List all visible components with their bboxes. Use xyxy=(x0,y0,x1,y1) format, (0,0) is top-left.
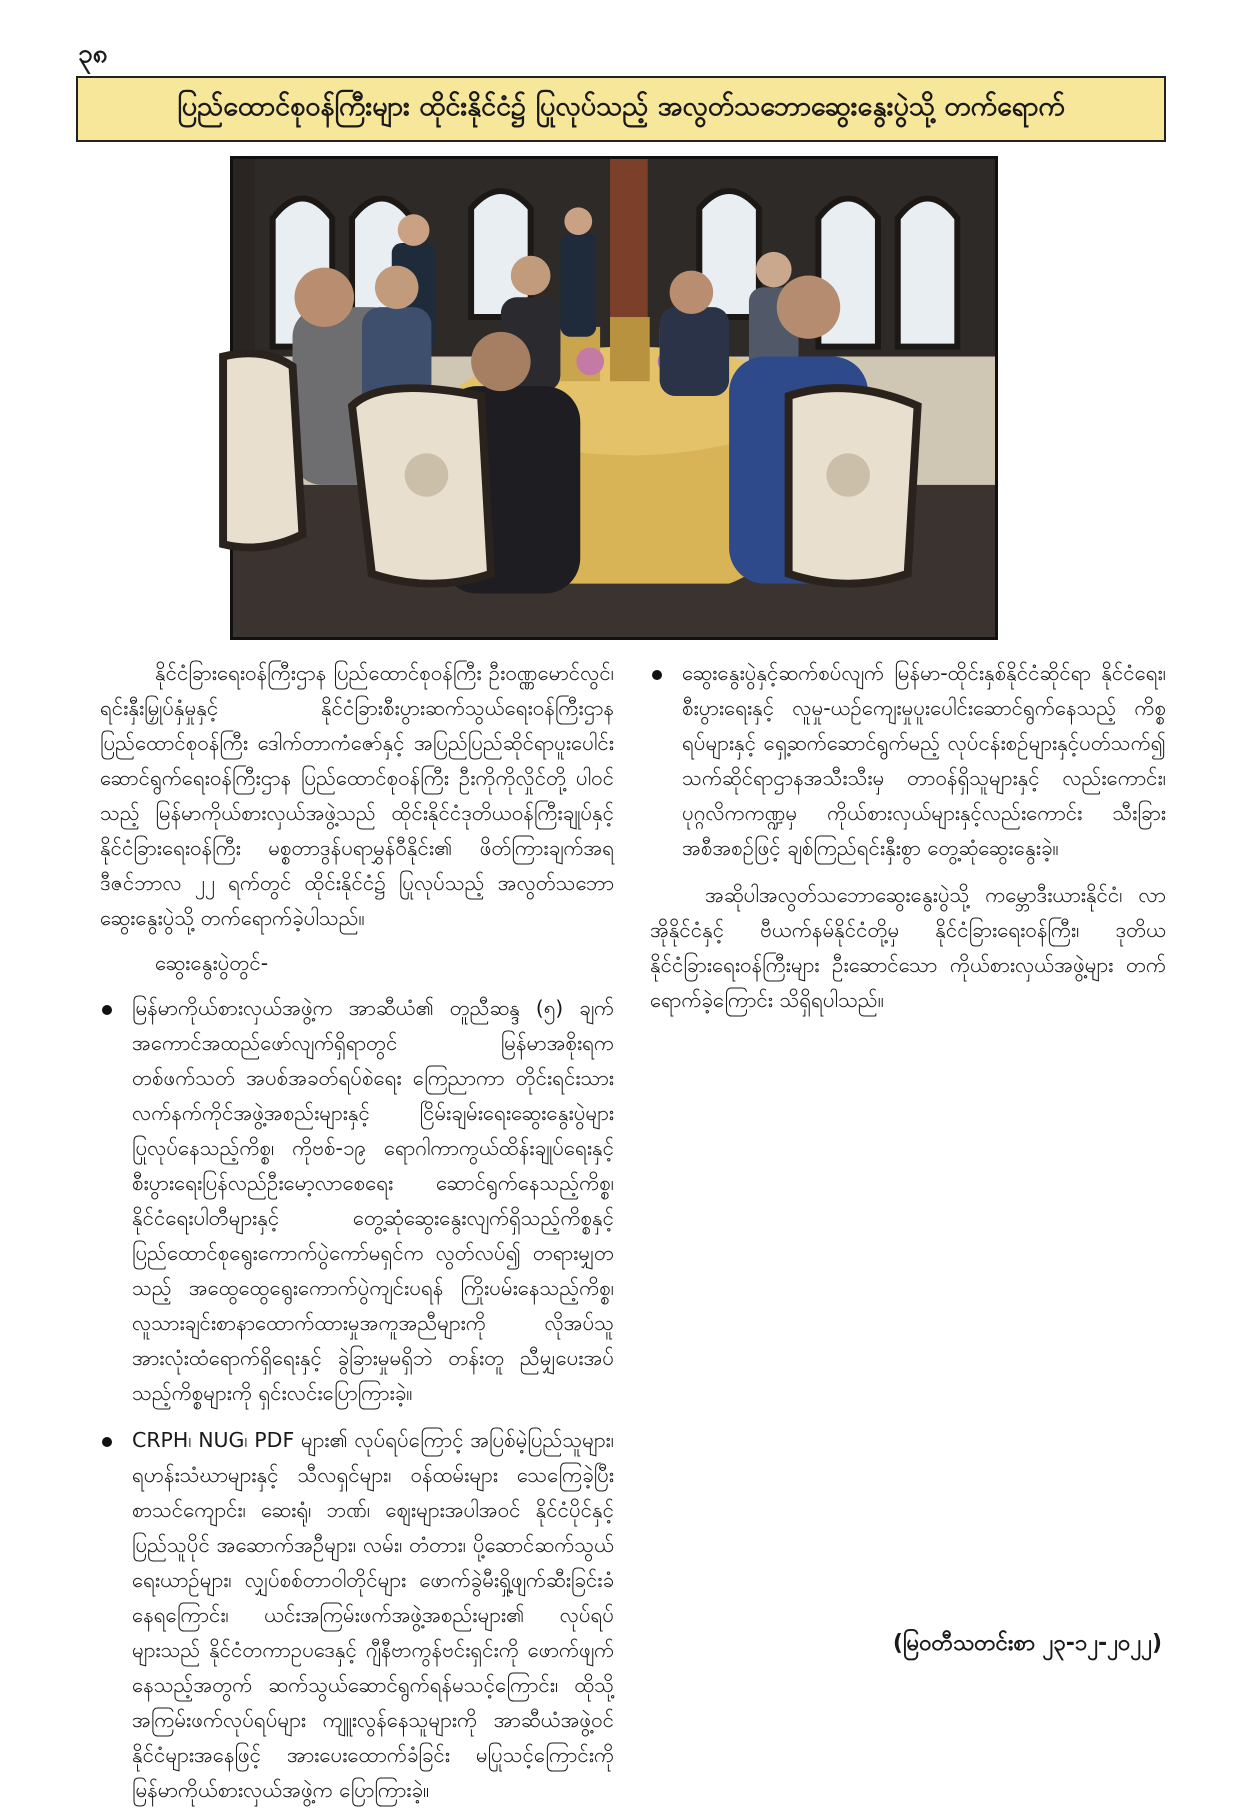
meeting-photo-illustration xyxy=(233,159,995,637)
source-credit: (မြဝတီသတင်းစာ ၂၃-၁၂-၂၀၂၂) xyxy=(892,1631,1162,1656)
article-column-left xyxy=(100,656,614,1802)
article-column-right xyxy=(650,656,1166,1476)
discussion-subhead: ဆွေးနွေးပွဲတွင်- xyxy=(155,951,269,975)
bullet-dot-icon xyxy=(652,670,662,680)
bullet-item-3 xyxy=(650,656,1166,866)
headline: ပြည်ထောင်စုဝန်ကြီးများ ထိုင်းနိုင်ငံ၌ ပြုလုပ်သည့် အလွတ်သဘောဆွေးနွေးပွဲသို့ တက်ရောက် xyxy=(76,76,1166,142)
page-number: ၃၈ xyxy=(78,39,108,69)
bullet-text-1: မြန်မာကိုယ်စားလှယ်အဖွဲ့က အာဆီယံ၏ တူညီဆန္ဒ (၅) ချက် အကောင်အထည်ဖော်လျက်ရှိရာတွင် မြန်မာအစိုးရက တစ်ဖက်သတ် အပစ်အခတ်ရပ်စဲရေး ကြေညာကာ တိုင်းရင်းသားလက်နက်ကိုင်အဖွဲ့အစည်းများနှင့် ငြိမ်းချမ်းရေးဆွေးနွေးပွဲများ ပြုလုပ်နေသည့်ကိစ္စ၊ ကိုဗစ်-၁၉ ရောဂါကာကွယ်ထိန်းချုပ်ရေးနှင့် စီးပွားရေးပြန်လည်ဦးမော့လာစေရေး ဆောင်ရွက်နေသည့်ကိစ္စ၊ နိုင်ငံရေးပါတီများနှင့် တွေ့ဆုံဆွေးနွေးလျက်ရှိသည့်ကိစ္စနှင့် ပြည်ထောင်စုရွေးကောက်ပွဲကော်မရှင်က လွတ်လပ်၍ တရားမျှတသည့် အထွေထွေရွေးကောက်ပွဲကျင်းပရန် ကြိုးပမ်းနေသည့်ကိစ္စ၊ လူသားချင်းစာနာထောက်ထားမှုအကူအညီများကို လိုအပ်သူအားလုံးထံရောက်ရှိရေးနှင့် ခွဲခြားမှုမရှိဘဲ တန်းတူ ညီမျှပေးအပ်သည့်ကိစ္စများကို ရှင်းလင်းပြောကြားခဲ့။ xyxy=(132,996,614,1405)
bullet-dot-icon xyxy=(102,1437,112,1447)
bullet-item-1 xyxy=(100,991,614,1411)
bullet-item-2 xyxy=(100,1423,614,1808)
closing-paragraph: အဆိုပါအလွတ်သဘောဆွေးနွေးပွဲသို့ ကမ္ဘောဒီးယားနိုင်ငံ၊ လာအိုနိုင်ငံနှင့် ဗီယက်နမ်နိုင်ငံတို့မှ နိုင်ငံခြားရေးဝန်ကြီး၊ ဒုတိယနိုင်ငံခြားရေးဝန်ကြီးများ ဦးဆောင်သော ကိုယ်စားလှယ်အဖွဲ့များ တက်ရောက်ခဲ့ကြောင်း သိရှိရပါသည်။ xyxy=(650,883,1166,1012)
intro-paragraph: နိုင်ငံခြားရေးဝန်ကြီးဌာန ပြည်ထောင်စုဝန်ကြီး ဦးဝဏ္ဏမောင်လွင်၊ ရင်းနှီးမြှုပ်နှံမှုနှင့် နိုင်ငံခြားစီးပွားဆက်သွယ်ရေးဝန်ကြီးဌာန ပြည်ထောင်စုဝန်ကြီး ဒေါက်တာကံဇော်နှင့် အပြည်ပြည်ဆိုင်ရာပူးပေါင်းဆောင်ရွက်ရေးဝန်ကြီးဌာန ပြည်ထောင်စုဝန်ကြီး ဦးကိုကိုလှိုင်တို့ ပါဝင်သည့် မြန်မာကိုယ်စားလှယ်အဖွဲ့သည် ထိုင်းနိုင်ငံဒုတိယဝန်ကြီးချုပ်နှင့် နိုင်ငံခြားရေးဝန်ကြီး မစ္စတာဒွန်ပရာမွှန်ဝီနိုင်း၏ ဖိတ်ကြားချက်အရ ဒီဇင်ဘာလ ၂၂ ရက်တွင် ထိုင်းနိုင်ငံ၌ ပြုလုပ်သည့် အလွတ်သဘောဆွေးနွေးပွဲသို့ တက်ရောက်ခဲ့ပါသည်။ xyxy=(100,661,614,930)
bullet-dot-icon xyxy=(102,1005,112,1015)
bullet-text-3: ဆွေးနွေးပွဲနှင့်ဆက်စပ်လျက် မြန်မာ-ထိုင်းနှစ်နိုင်ငံဆိုင်ရာ နိုင်ငံရေး၊ စီးပွားရေးနှင့် လူမှု-ယဉ်ကျေးမှုပူးပေါင်းဆောင်ရွက်နေသည့် ကိစ္စရပ်များနှင့် ရှေ့ဆက်ဆောင်ရွက်မည့် လုပ်ငန်းစဉ်များနှင့်ပတ်သက်၍ သက်ဆိုင်ရာဌာနအသီးသီးမှ တာဝန်ရှိသူများနှင့် လည်းကောင်း၊ ပုဂ္ဂလိကကဏ္ဍမှ ကိုယ်စားလှယ်များနှင့်လည်းကောင်း သီးခြားအစီအစဉ်ဖြင့် ချစ်ကြည်ရင်းနှီးစွာ တွေ့ဆုံဆွေးနွေးခဲ့။ xyxy=(682,661,1166,860)
meeting-photo xyxy=(230,156,998,640)
bullet-text-2: CRPH၊ NUG၊ PDF များ၏ လုပ်ရပ်ကြောင့် အပြစ်မဲ့ပြည်သူများ၊ ရဟန်းသံဃာများနှင့် သီလရှင်များ၊ ဝန်ထမ်းများ သေကြေခဲ့ပြီး စာသင်ကျောင်း၊ ဆေးရုံ၊ ဘဏ်၊ ဈေးများအပါအဝင် နိုင်ငံပိုင်နှင့် ပြည်သူပိုင် အဆောက်အဦများ၊ လမ်း၊ တံတား၊ ပို့ဆောင်ဆက်သွယ်ရေးယာဉ်များ၊ လျှပ်စစ်တာဝါတိုင်များ ဖောက်ခွဲမီးရှို့ဖျက်ဆီးခြင်းခံနေရကြောင်း၊ ယင်းအကြမ်းဖက်အဖွဲ့အစည်းများ၏ လုပ်ရပ်များသည် နိုင်ငံတကာဥပဒေနှင့် ဂျီနီဗာကွန်ဗင်းရှင်းကို ဖောက်ဖျက်နေသည့်အတွက် ဆက်သွယ်ဆောင်ရွက်ရန်မသင့်ကြောင်း၊ ထိုသို့အကြမ်းဖက်လုပ်ရပ်များ ကျူးလွန်နေသူများကို အာဆီယံအဖွဲ့ဝင်နိုင်ငံများအနေဖြင့် အားပေးထောက်ခံခြင်း မပြုသင့်ကြောင်းကို မြန်မာကိုယ်စားလှယ်အဖွဲ့က ပြောကြားခဲ့။ xyxy=(132,1428,614,1802)
